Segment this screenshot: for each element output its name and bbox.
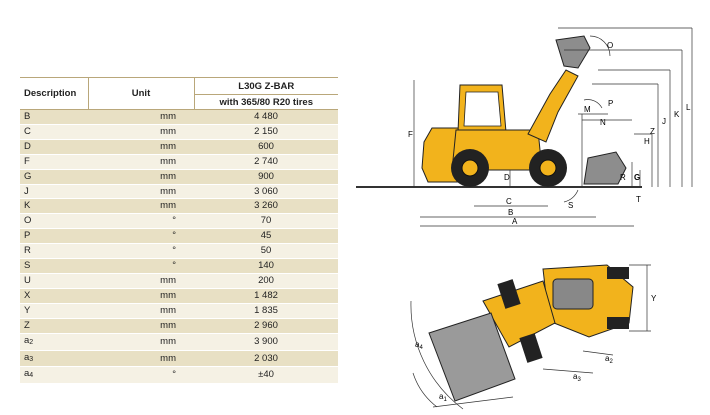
row-unit: mm [88,139,194,154]
row-value: 45 [194,229,338,244]
table-row [20,288,338,303]
header-description: Description [20,78,88,110]
label-K: K [674,110,680,119]
row-value: 2 960 [194,318,338,333]
label-a3: $a_3$ [573,372,581,383]
row-description: C [20,124,88,139]
row-value: 1 482 [194,288,338,303]
row-description: G [20,169,88,184]
label-T: T [636,195,641,204]
label-Z: Z [650,127,655,136]
row-unit: mm [88,318,194,333]
row-unit: ° [88,229,194,244]
label-G: G [634,173,641,182]
label-M: M [584,105,591,114]
row-value: 4 480 [194,110,338,125]
label-a1: $a_1$ [439,392,447,403]
table-row [20,367,338,384]
raised-bucket [556,36,590,68]
row-value: 600 [194,139,338,154]
row-unit: ° [88,214,194,229]
table-row [20,273,338,288]
label-L: L [686,103,691,112]
row-description: P [20,229,88,244]
table-row [20,229,338,244]
row-unit: mm [88,169,194,184]
table-row [20,169,338,184]
table-row [20,214,338,229]
row-description: Z [20,318,88,333]
row-description: D [20,139,88,154]
label-F: F [408,130,413,139]
label-Y: Y [651,294,657,303]
label-N: N [600,118,606,127]
table-row [20,350,338,367]
row-value: 1 835 [194,303,338,318]
row-unit: mm [88,288,194,303]
label-J: J [662,117,666,126]
row-unit: mm [88,303,194,318]
row-unit: mm [88,333,194,350]
header-tires: with 365/80 R20 tires [194,95,338,110]
label-D: D [504,173,510,182]
engine-cover [553,279,593,309]
row-description: F [20,154,88,169]
row-description: B [20,110,88,125]
table-row [20,199,338,214]
row-unit: mm [88,273,194,288]
dimensions-table [20,77,338,384]
table-row [20,333,338,350]
row-unit: mm [88,124,194,139]
table-row [20,154,338,169]
table-row [20,184,338,199]
row-description: a3 [20,350,88,367]
row-unit: mm [88,350,194,367]
label-P: P [608,99,614,108]
label-O: O [607,41,614,50]
row-description: Y [20,303,88,318]
table-row [20,303,338,318]
label-C: C [506,197,512,206]
row-value: 3 900 [194,333,338,350]
row-value: 140 [194,259,338,274]
row-value: 900 [194,169,338,184]
row-unit: ° [88,259,194,274]
header-model: L30G Z-BAR [194,78,338,95]
table-row [20,124,338,139]
row-unit: mm [88,154,194,169]
row-value: 2 030 [194,350,338,367]
row-description: S [20,259,88,274]
row-value: 50 [194,244,338,259]
row-value: 3 060 [194,184,338,199]
label-S: S [568,201,574,210]
label-A: A [512,217,518,226]
row-value: 2 740 [194,154,338,169]
boom-arm [528,70,578,142]
row-value: 3 260 [194,199,338,214]
row-description: R [20,244,88,259]
header-unit: Unit [88,78,194,110]
label-a4: $a_4$ [415,340,423,351]
row-description: K [20,199,88,214]
label-a2: $a_2$ [605,354,613,365]
row-unit: mm [88,199,194,214]
row-value: 70 [194,214,338,229]
side-view-diagram [352,22,710,237]
row-description: O [20,214,88,229]
row-description: J [20,184,88,199]
table-row [20,139,338,154]
row-unit: mm [88,184,194,199]
label-B: B [508,208,514,217]
row-unit: ° [88,244,194,259]
top-view-diagram [393,251,665,413]
row-description: a4 [20,367,88,384]
label-R: R [620,173,626,182]
row-value: 2 150 [194,124,338,139]
row-description: X [20,288,88,303]
table-row [20,110,338,125]
row-value: 200 [194,273,338,288]
table-row [20,244,338,259]
table-row [20,318,338,333]
row-description: U [20,273,88,288]
label-H: H [644,137,650,146]
row-unit: mm [88,110,194,125]
cab-window [464,92,501,126]
row-value: ±40 [194,367,338,384]
table-row [20,259,338,274]
row-description: a2 [20,333,88,350]
row-unit: ° [88,367,194,384]
